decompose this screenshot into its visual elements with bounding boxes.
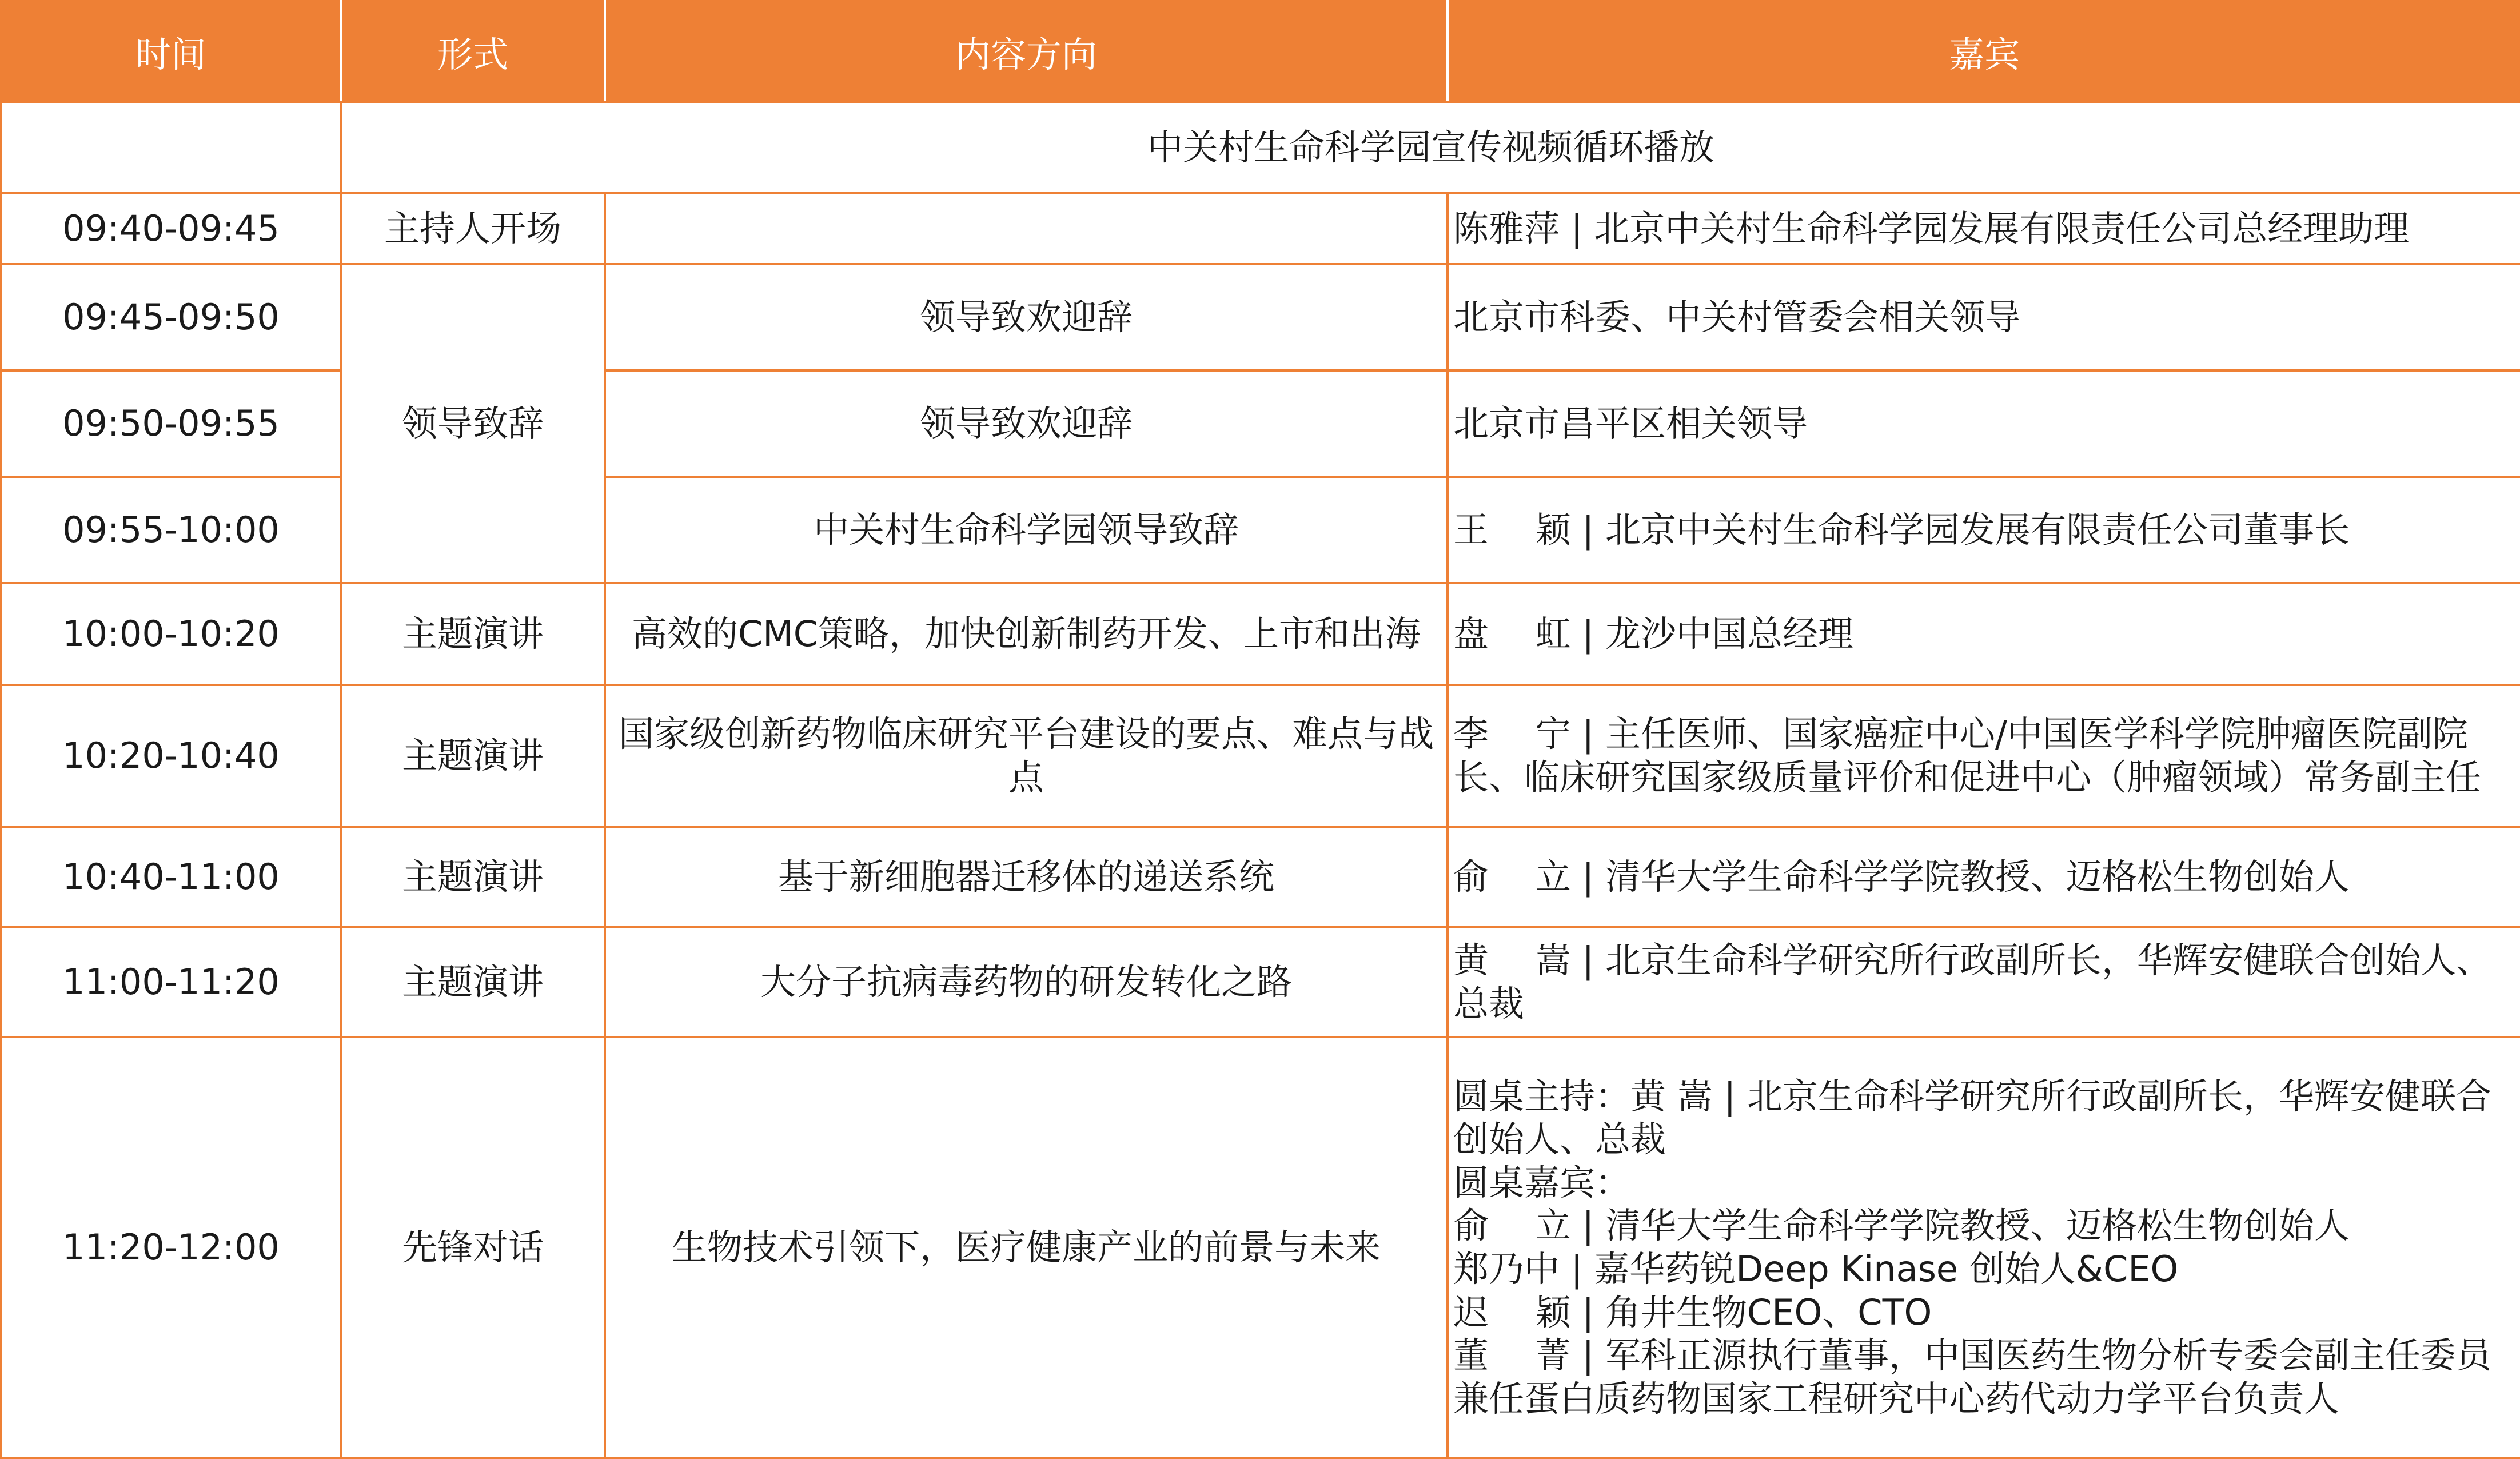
panelist-line: 俞 立 | 清华大学生命科学学院教授、迈格松生物创始人 [1453, 1205, 2350, 1247]
panel-label: 圆桌嘉宾： [1453, 1161, 1631, 1203]
table-row [1, 583, 2520, 685]
format-cell: 主题演讲 [341, 583, 605, 685]
time-cell: 09:55-10:00 [1, 477, 341, 583]
time-cell: 10:20-10:40 [1, 685, 341, 827]
banner-row [1, 102, 2520, 193]
guest-cell: 王 颖 | 北京中关村生命科学园发展有限责任公司董事长 [1448, 477, 2520, 583]
topic-cell: 大分子抗病毒药物的研发转化之路 [605, 927, 1448, 1037]
guest-cell: 北京市科委、中关村管委会相关领导 [1448, 264, 2520, 370]
guest-cell: 北京市昌平区相关领导 [1448, 370, 2520, 477]
time-cell: 09:50-09:55 [1, 370, 341, 477]
format-cell: 主题演讲 [341, 827, 605, 927]
table-row [1, 1037, 2520, 1458]
format-cell: 主题演讲 [341, 685, 605, 827]
time-cell: 11:00-11:20 [1, 927, 341, 1037]
header-topic: 内容方向 [605, 1, 1448, 102]
header-row [1, 1, 2520, 102]
time-cell: 10:00-10:20 [1, 583, 341, 685]
table-row [1, 685, 2520, 827]
guest-cell: 陈雅萍 | 北京中关村生命科学园发展有限责任公司总经理助理 [1448, 193, 2520, 264]
guest-cell: 黄 嵩 | 北京生命科学研究所行政副所长，华辉安健联合创始人、总裁 [1448, 927, 2520, 1037]
table-row [1, 193, 2520, 264]
time-cell: 09:40-09:45 [1, 193, 341, 264]
format-cell: 领导致辞 [341, 264, 605, 583]
header-guest: 嘉宾 [1448, 1, 2520, 102]
guest-cell: 盘 虹 | 龙沙中国总经理 [1448, 583, 2520, 685]
guest-cell [1448, 1037, 2520, 1458]
topic-cell [605, 193, 1448, 264]
time-cell: 09:45-09:50 [1, 264, 341, 370]
table-row [1, 264, 2520, 370]
table-row [1, 927, 2520, 1037]
panelist-line: 郑乃中 | 嘉华药锐Deep Kinase 创始人&CEO [1453, 1248, 2179, 1290]
guest-cell: 俞 立 | 清华大学生命科学学院教授、迈格松生物创始人 [1448, 827, 2520, 927]
topic-cell: 高效的CMC策略，加快创新制药开发、上市和出海 [605, 583, 1448, 685]
topic-cell: 中关村生命科学园领导致辞 [605, 477, 1448, 583]
format-cell: 主持人开场 [341, 193, 605, 264]
topic-cell: 生物技术引领下，医疗健康产业的前景与未来 [605, 1037, 1448, 1458]
table-row [1, 827, 2520, 927]
panelist-line: 迟 颖 | 角井生物CEO、CTO [1453, 1291, 1932, 1333]
topic-cell: 领导致欢迎辞 [605, 370, 1448, 477]
header-format: 形式 [341, 1, 605, 102]
time-cell: 11:20-12:00 [1, 1037, 341, 1458]
moderator-line: 圆桌主持：黄 嵩 | 北京生命科学研究所行政副所长，华辉安健联合创始人、总裁 [1453, 1075, 2492, 1161]
topic-cell: 领导致欢迎辞 [605, 264, 1448, 370]
banner-text: 中关村生命科学园宣传视频循环播放 [341, 102, 2520, 193]
time-cell: 10:40-11:00 [1, 827, 341, 927]
topic-cell: 基于新细胞器迁移体的递送系统 [605, 827, 1448, 927]
guest-cell: 李 宁 | 主任医师、国家癌症中心/中国医学科学院肿瘤医院副院长、临床研究国家级质量评价和促进中心（肿瘤领域）常务副主任 [1448, 685, 2520, 827]
header-time: 时间 [1, 1, 341, 102]
topic-cell: 国家级创新药物临床研究平台建设的要点、难点与战点 [605, 685, 1448, 827]
panelist-line: 董 菁 | 军科正源执行董事，中国医药生物分析专委会副主任委员兼任蛋白质药物国家工程研究中心药代动力学平台负责人 [1453, 1334, 2492, 1420]
format-cell: 先锋对话 [341, 1037, 605, 1458]
format-cell: 主题演讲 [341, 927, 605, 1037]
banner-empty-cell [1, 102, 341, 193]
